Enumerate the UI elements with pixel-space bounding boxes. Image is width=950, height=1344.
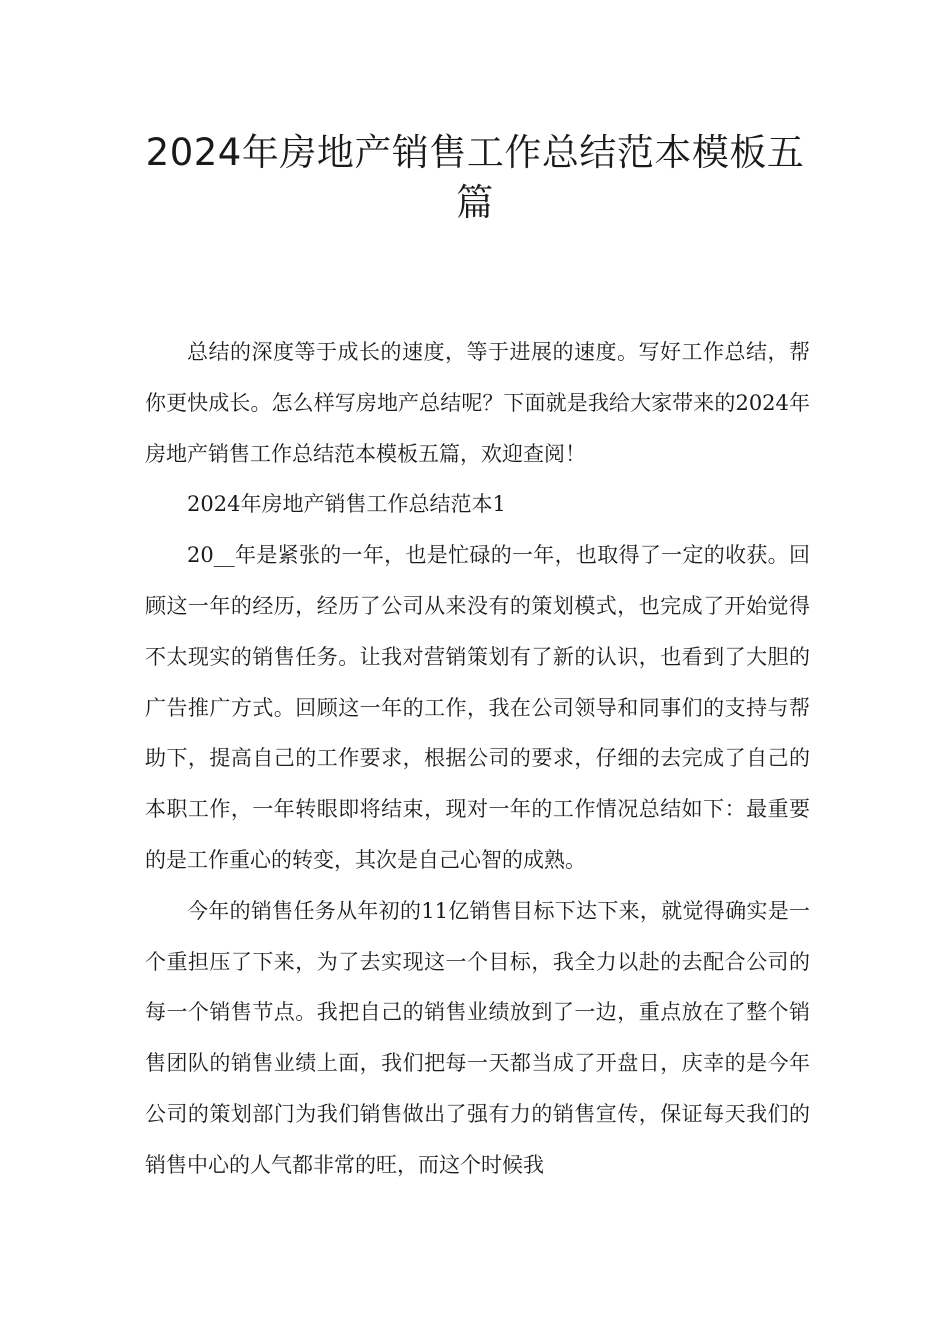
- intro-paragraph: 总结的深度等于成长的速度，等于进展的速度。写好工作总结，帮你更快成长。怎么样写房地产总结呢？下面就是我给大家带来的2024年房地产销售工作总结范本模板五篇，欢迎查阅！: [145, 340, 810, 466]
- document-title: 2024年房地产销售工作总结范本模板五篇: [145, 131, 805, 224]
- section-heading: 2024年房地产销售工作总结范本1: [187, 492, 506, 517]
- body-paragraph: 今年的销售任务从年初的11亿销售目标下达下来，就觉得确实是一个重担压了下来，为了去实现这一个目标，我全力以赴的去配合公司的每一个销售节点。我把自己的销售业绩放到了一边，重点放在了整个销售团队的销售业绩上面，我们把每一天都当成了开盘日，庆幸的是今年公司的策划部门为我们销售做出了强有力的销售宣传，保证每天我们的销售中心的人气都非常的旺，而这个时候我: [145, 898, 810, 1177]
- body-paragraph: 20__年是紧张的一年，也是忙碌的一年，也取得了一定的收获。回顾这一年的经历，经历了公司从来没有的策划模式，也完成了开始觉得不太现实的销售任务。让我对营销策划有了新的认识，也看到了大胆的广告推广方式。回顾这一年的工作，我在公司领导和同事们的支持与帮助下，提高自己的工作要求，根据公司的要求，仔细的去完成了自己的本职工作，一年转眼即将结束，现对一年的工作情况总结如下：最重要的是工作重心的转变，其次是自己心智的成熟。: [145, 543, 810, 872]
- document-body: [145, 327, 810, 1191]
